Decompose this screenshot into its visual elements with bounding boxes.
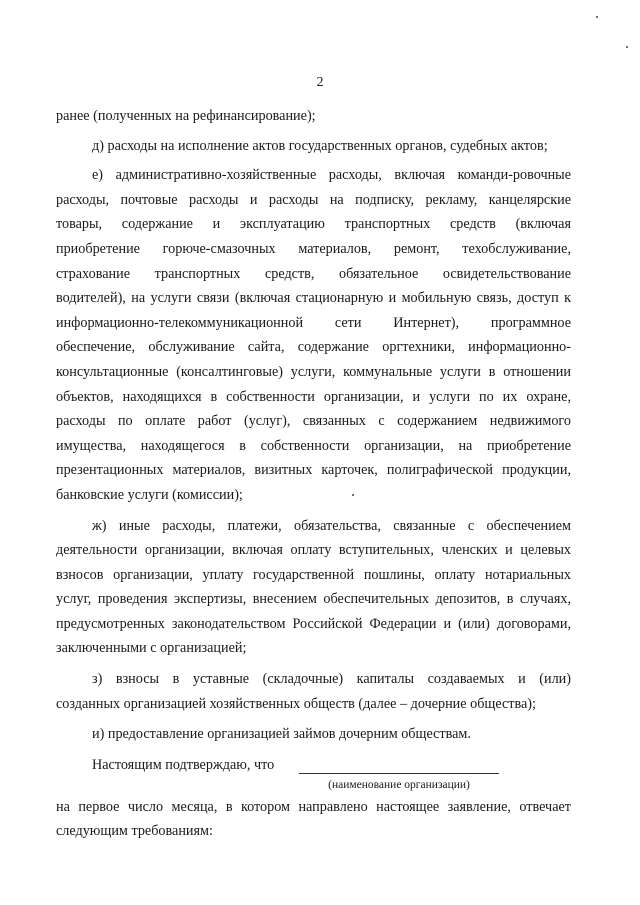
text-line: расходы по оплате работ (услуг), связанных с содержанием недвижимого xyxy=(56,413,571,430)
paragraph-item-zh xyxy=(56,514,571,662)
text-line: и) предоставление организацией займов дочерним обществам. xyxy=(92,726,471,743)
text-line: приобретение горюче-смазочных материалов, ремонт, техобслуживание, xyxy=(56,240,571,257)
paragraph-requirements-intro xyxy=(56,795,571,844)
text-line: расходы, почтовые расходы и расходы на подписку, рекламу, канцелярские xyxy=(56,191,571,208)
text-line: услуг, проведения экспертизы, внесением обеспечительных депозитов, в случаях, xyxy=(56,591,571,608)
text-line: товары, содержание и эксплуатацию транспортных средств (включая xyxy=(56,216,571,233)
text-line: презентационных материалов, визитных карточек, полиграфической продукции, xyxy=(56,462,571,479)
text-line: страхование транспортных средств, обязательное освидетельствование xyxy=(56,265,571,282)
organization-name-blank[interactable] xyxy=(299,773,499,774)
text-line: созданных организацией хозяйственных обществ (далее – дочерние общества); xyxy=(56,695,536,712)
scan-speck xyxy=(626,46,628,48)
text-line: д) расходы на исполнение актов государственных органов, судебных актов; xyxy=(92,137,548,154)
text-line: ж) иные расходы, платежи, обязательства, связанные с обеспечением xyxy=(92,517,571,534)
paragraph-item-d xyxy=(56,134,571,159)
paragraph-item-z xyxy=(56,667,571,716)
paragraph-item-e xyxy=(56,163,571,507)
text-line: заключенными с организацией; xyxy=(56,640,247,657)
document-body xyxy=(56,104,571,844)
text-line: имущества, находящегося в собственности организации, на приобретение xyxy=(56,437,571,454)
text-line: объектов, находящихся в собственности организации, и услуги по их охране, xyxy=(56,388,571,405)
text-line: водителей), на услуги связи (включая стационарную и мобильную связь, доступ к xyxy=(56,290,571,307)
confirmation-row xyxy=(56,753,571,791)
scan-speck xyxy=(352,494,354,496)
paragraph-item-i xyxy=(56,722,571,747)
text-line: е) административно-хозяйственные расходы, включая команди-ровочные xyxy=(92,167,571,184)
text-line: з) взносы в уставные (складочные) капиталы создаваемых и (или) xyxy=(92,671,571,688)
text-line: взносов организации, уплату государственной пошлины, оплату нотариальных xyxy=(56,566,571,583)
organization-name-caption: (наименование организации) xyxy=(328,778,470,791)
text-line: консультационные (консалтинговые) услуги, коммунальные услуги в отношении xyxy=(56,363,571,380)
confirmation-text: Настоящим подтверждаю, что xyxy=(92,756,275,773)
paragraph-continuation xyxy=(56,104,571,129)
text-line: ранее (полученных на рефинансирование); xyxy=(56,108,316,124)
text-line: банковские услуги (комиссии); xyxy=(56,486,243,503)
text-line: на первое число месяца, в котором направлено настоящее заявление, отвечает xyxy=(56,798,571,815)
text-line: следующим требованиям: xyxy=(56,823,213,840)
scan-speck xyxy=(596,16,598,18)
text-line: деятельности организации, включая оплату вступительных, членских и целевых xyxy=(56,542,571,559)
text-line: предусмотренных законодательством Российской Федерации и (или) договорами, xyxy=(56,615,571,632)
text-line: обеспечение, обслуживание сайта, содержание оргтехники, информационно- xyxy=(56,339,571,356)
text-line: информационно-телекоммуникационной сети Интернет), программное xyxy=(56,314,571,331)
page-number: 2 xyxy=(316,75,324,90)
